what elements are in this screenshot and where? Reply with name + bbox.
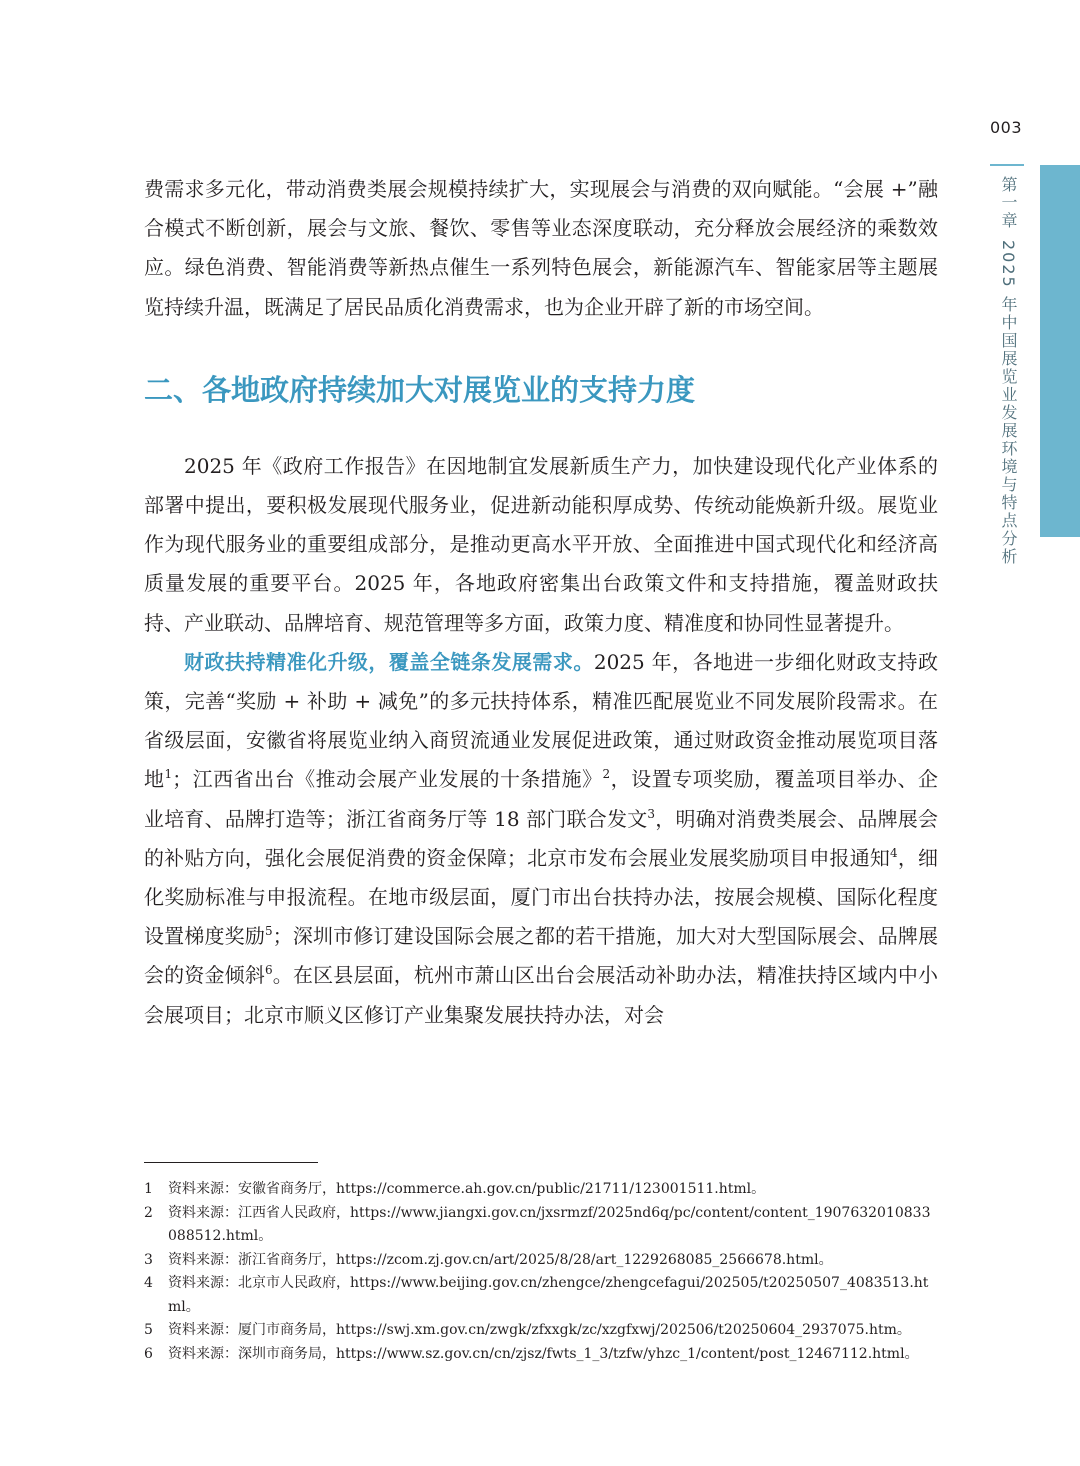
footnote-text: 资料来源：江西省人民政府，https://www.jiangxi.gov.cn/jxsrmzf/2025nd6q/pc/content/content_1907632010833088512.html。: [168, 1204, 931, 1244]
paragraph-2-seg-3: ，设置专项奖励，覆盖项目举办、企业培育、品牌打造等；浙江省商务厅等 18 部门联合发文: [144, 767, 939, 831]
footnote-text: 资料来源：厦门市商务局，https://swj.xm.gov.cn/zwgk/zfxxgk/zc/xzgfxwj/202506/t20250604_2937075.htm。: [168, 1322, 911, 1338]
footnote-text: 资料来源：浙江省商务厅，https://zcom.zj.gov.cn/art/2025/8/28/art_1229268085_2566678.html。: [168, 1251, 833, 1268]
footnote-text: 资料来源：北京市人民政府，https://www.beijing.gov.cn/zhengce/zhengcefagui/202505/t20250507_4083513.html。: [168, 1275, 929, 1315]
vertical-chapter-title: [996, 176, 1020, 566]
footnote-number: 5: [144, 1322, 153, 1338]
footnote-ref-1[interactable]: 1: [164, 767, 173, 782]
footnote-number: 6: [144, 1345, 153, 1362]
chapter-label-part2: 一: [999, 194, 1018, 212]
paragraph-2-seg-7: 。在区县层面，杭州市萧山区出台会展活动补助办法，精准扶持区域内中小会展项目；北京市顺义区修订产业集聚发展扶持办法，对会: [144, 963, 939, 1027]
paragraph-2-seg-4: ，明确对消费类展会、品牌展会的补贴方向，强化会展促消费的资金保障；北京市发布会展业发展奖励项目申报通知: [144, 806, 939, 870]
chapter-side-tab: [1040, 165, 1080, 537]
footnote-item: [144, 1319, 938, 1343]
footnote-number: 1: [144, 1181, 153, 1197]
footnote-ref-2[interactable]: 2: [602, 767, 611, 782]
footnote-ref-6[interactable]: 6: [264, 963, 273, 978]
paragraph-2-seg-2: ；江西省出台《推动会展产业发展的十条措施》: [172, 767, 603, 792]
footnote-number: 3: [144, 1251, 153, 1268]
paragraph-2-lead: 财政扶持精准化升级，覆盖全链条发展需求。: [184, 649, 594, 674]
footnote-item: [144, 1272, 938, 1319]
footnote-number: 2: [144, 1204, 153, 1221]
footnote-ref-3[interactable]: 3: [647, 806, 656, 821]
footnote-text: 资料来源：深圳市商务局，https://www.sz.gov.cn/cn/zjsz/fwts_1_3/tzfw/yhzc_1/content/post_12467112.html。: [168, 1345, 919, 1362]
footnote-number: 4: [144, 1275, 153, 1291]
chapter-label-part1: 第: [999, 176, 1018, 194]
footnote-ref-5[interactable]: 5: [265, 924, 273, 939]
footnote-item: [144, 1343, 938, 1367]
footnote-item: [144, 1249, 938, 1273]
section-heading: 二、各地政府持续加大对展览业的支持力度: [144, 372, 696, 407]
intro-paragraph: 费需求多元化，带动消费类展会规模持续扩大，实现展会与消费的双向赋能。“会展 +”融合模式不断创新，展会与文旅、餐饮、零售等业态深度联动，充分释放会展经济的乘数效应。绿色消费、智能消费等新热点催生一系列特色展会，新能源汽车、智能家居等主题展览持续升温，既满足了居民品质化消费需求，也为企业开辟了新的市场空间。: [144, 177, 938, 319]
paragraph-1: 2025 年《政府工作报告》在因地制宜发展新质生产力，加快建设现代化产业体系的部署中提出，要积极发展现代服务业，促进新动能积厚成势、传统动能焕新升级。展览业作为现代服务业的重要组成部分，是推动更高水平开放、全面推进中国式现代化和经济高质量发展的重要平台。2025 年，各地政府密集出台政策文件和支持措施，覆盖财政扶持、产业联动、品牌培育、规范管理等多方面，政策力度、精准度和协同性显著提升。: [144, 453, 938, 635]
footnote-ref-4[interactable]: 4: [890, 845, 898, 860]
chapter-title: 2025 年中国展览业发展环境与特点分析: [999, 240, 1018, 566]
main-content: [144, 170, 938, 1035]
footnote-item: [144, 1202, 938, 1249]
paragraph-2-seg-6: ；深圳市修订建设国际会展之都的若干措施，加大对大型国际展会、品牌展会的资金倾斜: [144, 924, 939, 988]
footnote-text: 资料来源：安徽省商务厅，https://commerce.ah.gov.cn/public/21711/123001511.html。: [168, 1181, 766, 1197]
paragraph-2-seg-5: ，细化奖励标准与申报流程。在地市级层面，厦门市出台扶持办法，按展会规模、国际化程度设置梯度奖励: [144, 845, 939, 949]
page-number: 003: [990, 118, 1023, 137]
page-number-rule: [990, 164, 1024, 166]
footnotes: [144, 1178, 938, 1366]
footnote-item: [144, 1178, 938, 1202]
chapter-label-part3: 章: [999, 212, 1018, 230]
footnote-divider: [144, 1162, 318, 1163]
paragraph-2: [144, 643, 938, 1035]
paragraph-2-seg-1: 2025 年，各地进一步细化财政支持政策，完善“奖励 + 补助 + 减免”的多元扶持体系，精准匹配展览业不同发展阶段需求。在省级层面，安徽省将展览业纳入商贸流通业发展促进政策，通过财政资金推动展览项目落地: [144, 649, 938, 792]
